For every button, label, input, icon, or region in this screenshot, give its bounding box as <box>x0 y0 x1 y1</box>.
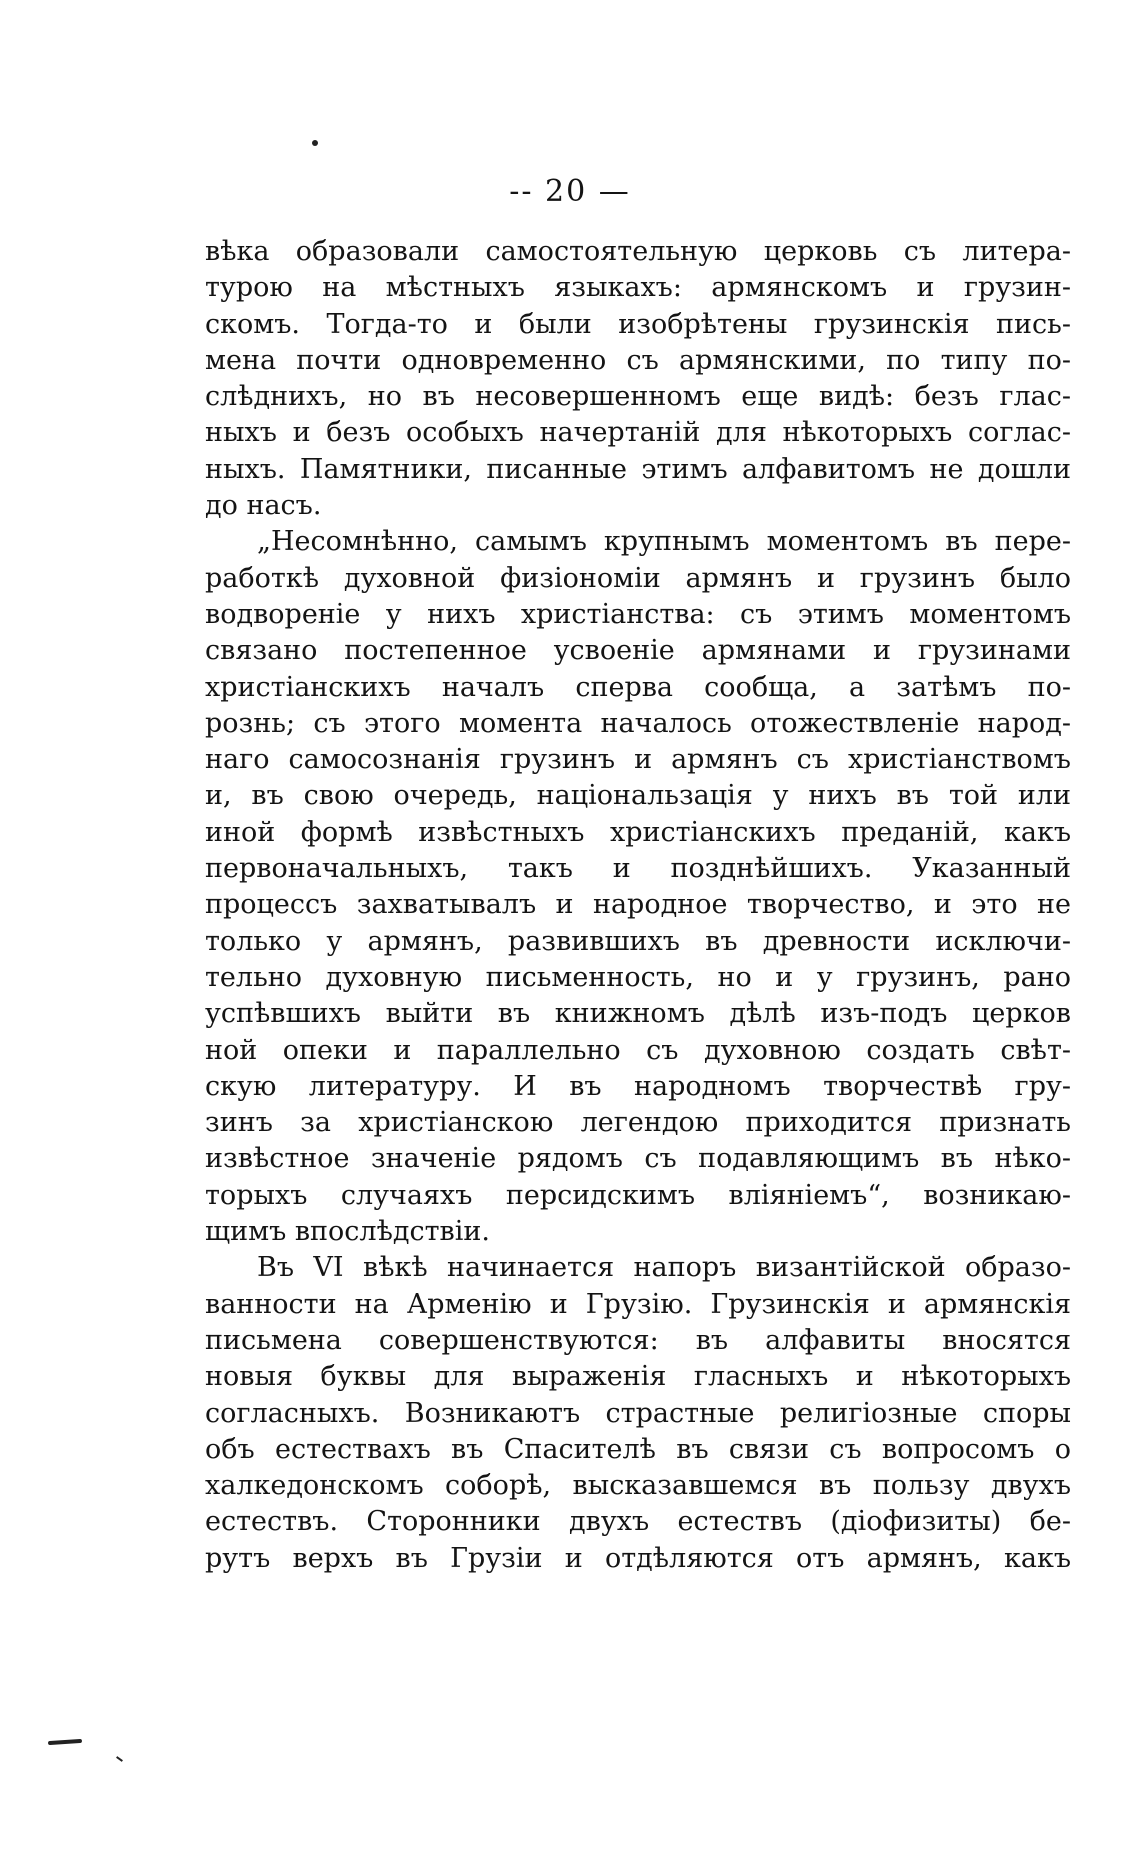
text-line: естествъ. Сторонники двухъ естествъ (діофизиты) бе- <box>205 1506 1071 1538</box>
text-line: до насъ. <box>205 490 322 522</box>
text-line: торыхъ случаяхъ персидскимъ вліяніемъ“, возникаю- <box>205 1179 1071 1211</box>
text-line: зинъ за христіанскою легендою приходится признать <box>205 1107 1071 1139</box>
text-line: „Несомнѣнно, самымъ крупнымъ моментомъ въ пере- <box>257 526 1071 558</box>
text-line: процессъ захватывалъ и народное творчество, и это не <box>205 889 1071 921</box>
scan-mark <box>48 1739 82 1745</box>
text-line: ванности на Арменію и Грузію. Грузинскія и армянскія <box>205 1288 1071 1320</box>
text-line: скую литературу. И въ народномъ творчествѣ гру- <box>205 1070 1071 1102</box>
scan-speck <box>312 140 318 146</box>
text-line: рутъ верхъ въ Грузіи и отдѣляются отъ армянъ, какъ <box>205 1542 1071 1574</box>
text-line: скомъ. Тогда-то и были изобрѣтены грузинскія пись- <box>205 308 1071 340</box>
text-line: ной опеки и параллельно съ духовною создать свѣт- <box>205 1034 1071 1066</box>
text-line: первоначальныхъ, такъ и позднѣйшихъ. Указанный <box>205 853 1071 885</box>
text-line: щимъ впослѣдствіи. <box>205 1216 490 1248</box>
text-line: иной формѣ извѣстныхъ христіанскихъ преданій, какъ <box>205 816 1071 848</box>
text-line: новыя буквы для выраженія гласныхъ и нѣкоторыхъ <box>205 1361 1071 1393</box>
text-line: рознь; съ этого момента началось отожествленіе народ- <box>205 707 1071 739</box>
text-line: мена почти одновременно съ армянскими, по типу по- <box>205 344 1071 376</box>
text-line: тельно духовную письменность, но и у грузинъ, рано <box>205 961 1071 993</box>
text-line: наго самосознанія грузинъ и армянъ съ христіанствомъ <box>205 744 1071 776</box>
text-line: объ естествахъ въ Спасителѣ въ связи съ вопросомъ о <box>205 1433 1071 1465</box>
text-line: турою на мѣстныхъ языкахъ: армянскомъ и грузин- <box>205 272 1071 304</box>
text-line: успѣвшихъ выйти въ книжномъ дѣлѣ изъ-подъ церков <box>205 998 1071 1030</box>
text-line: согласныхъ. Возникаютъ страстные религіозные споры <box>205 1397 1071 1429</box>
text-line: водвореніе у нихъ христіанства: съ этимъ моментомъ <box>205 598 1071 630</box>
text-line: халкедонскомъ соборѣ, высказавшемся въ пользу двухъ <box>205 1470 1071 1502</box>
text-line: ныхъ. Памятники, писанные этимъ алфавитомъ не дошли <box>205 453 1071 485</box>
text-line: работкѣ духовной физіономіи армянъ и грузинъ было <box>205 562 1071 594</box>
text-line: и, въ свою очередь, національзація у нихъ въ той или <box>205 780 1071 812</box>
text-line: слѣднихъ, но въ несовершенномъ еще видѣ: безъ глас- <box>205 381 1071 413</box>
text-line: письмена совершенствуются: въ алфавиты вносятся <box>205 1324 1071 1356</box>
body-text <box>205 234 1071 1577</box>
page-number: -- 20 — <box>509 174 631 209</box>
text-line: только у армянъ, развившихъ въ древности исключи- <box>205 925 1071 957</box>
paragraph-1 <box>205 234 1071 524</box>
text-line: извѣстное значеніе рядомъ съ подавляющимъ въ нѣко- <box>205 1143 1071 1175</box>
scan-mark <box>116 1756 123 1762</box>
paragraph-3 <box>205 1250 1071 1577</box>
text-line: вѣка образовали самостоятельную церковь съ литера- <box>205 236 1071 267</box>
paragraph-2-quotation <box>205 524 1071 1250</box>
text-line: Въ VI вѣкѣ начинается напоръ византійской образо- <box>257 1252 1071 1284</box>
text-line: связано постепенное усвоеніе армянами и грузинами <box>205 635 1071 667</box>
text-line: христіанскихъ началъ сперва сообща, а затѣмъ по- <box>205 671 1071 703</box>
text-line: ныхъ и безъ особыхъ начертаній для нѣкоторыхъ соглас- <box>205 417 1071 449</box>
